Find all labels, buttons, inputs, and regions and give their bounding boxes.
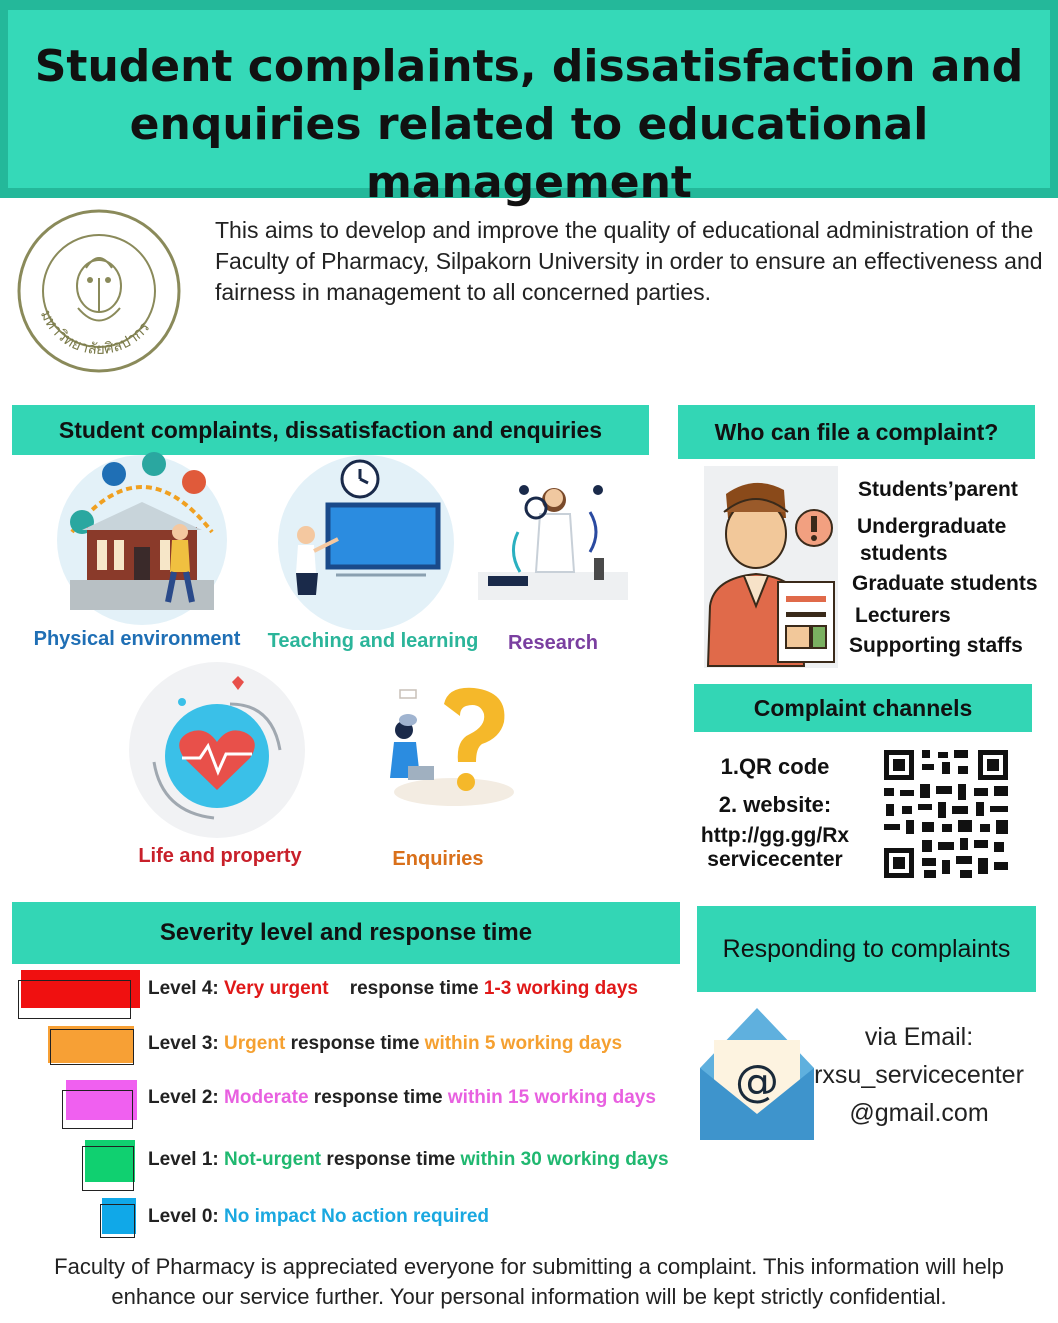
level-4-text: Level 4: Very urgent response time 1-3 working days [148, 978, 638, 999]
category-label-physical: Physical environment [33, 628, 241, 650]
svg-text:คณะเภสัชศาสตร์ [16, 208, 127, 212]
qr-code[interactable] [882, 748, 1010, 880]
complainant-illustration [704, 466, 838, 668]
who-heading: Who can file a complaint? [678, 405, 1035, 459]
responding-heading: Responding to complaints [697, 906, 1036, 992]
severity-heading: Severity level and response time [12, 902, 680, 964]
category-label-life: Life and property [138, 845, 302, 867]
category-label-research: Research [507, 632, 599, 654]
channels-heading: Complaint channels [694, 684, 1032, 732]
svg-text:@: @ [735, 1056, 779, 1107]
who-item: Lecturers [855, 604, 951, 627]
who-item: Supporting staffs [849, 634, 1023, 657]
categories-heading: Student complaints, dissatisfaction and enquiries [12, 405, 649, 455]
channel-qr-label: 1.QR code [720, 754, 830, 779]
level-2-swatch [62, 1080, 140, 1132]
category-label-teaching: Teaching and learning [267, 630, 479, 652]
life-property-illustration [122, 662, 312, 840]
header-banner [0, 0, 1058, 208]
level-0-text: Level 0: No impact No action required [148, 1206, 490, 1227]
intro-paragraph: This aims to develop and improve the quality of educational administration of the Faculty of Pharmacy, Silpakorn University in order to ensure an effectiveness and fairness in management to all concerned parties. [215, 217, 1043, 305]
page-title: Student complaints, dissatisfaction and enquiries related to educational management [34, 41, 1024, 208]
channel-url[interactable]: http://gg.gg/Rx servicecenter [700, 824, 850, 871]
footer-note: Faculty of Pharmacy is appreciated everyone for submitting a complaint. This information will help enhance our service further. Your personal information will be kept strictly confidential. [54, 1254, 1004, 1309]
category-label-enquiries: Enquiries [392, 848, 484, 870]
email-address[interactable]: rxsu_servicecenter @gmail.com [814, 1061, 1024, 1127]
teaching-illustration [276, 455, 456, 630]
channel-website-label: 2. website: [718, 792, 832, 817]
research-illustration [478, 472, 628, 602]
faculty-seal-logo [16, 208, 182, 374]
level-1-swatch [82, 1140, 138, 1192]
email-block: via Email: rxsu_servicecenter @gmail.com [812, 1018, 1026, 1132]
physical-environment-illustration [52, 452, 232, 627]
who-item: Undergraduate [857, 515, 1007, 538]
level-3-text: Level 3: Urgent response time within 5 working days [148, 1033, 623, 1054]
level-2-text: Level 2: Moderate response time within 15 working days [148, 1087, 656, 1108]
who-item: Students’parent [858, 478, 1018, 501]
level-0-swatch [100, 1198, 138, 1242]
svg-text:มหาวิทยาลัยศิลปากร: มหาวิทยาลัยศิลปากร [36, 307, 154, 358]
who-item: students [860, 542, 948, 565]
who-item: Graduate students [852, 572, 1038, 595]
level-1-text: Level 1: Not-urgent response time within 30 working days [148, 1149, 669, 1170]
level-4-swatch [18, 970, 140, 1020]
email-envelope-icon [700, 1006, 814, 1140]
enquiries-illustration [378, 686, 518, 812]
level-3-swatch [48, 1026, 136, 1068]
